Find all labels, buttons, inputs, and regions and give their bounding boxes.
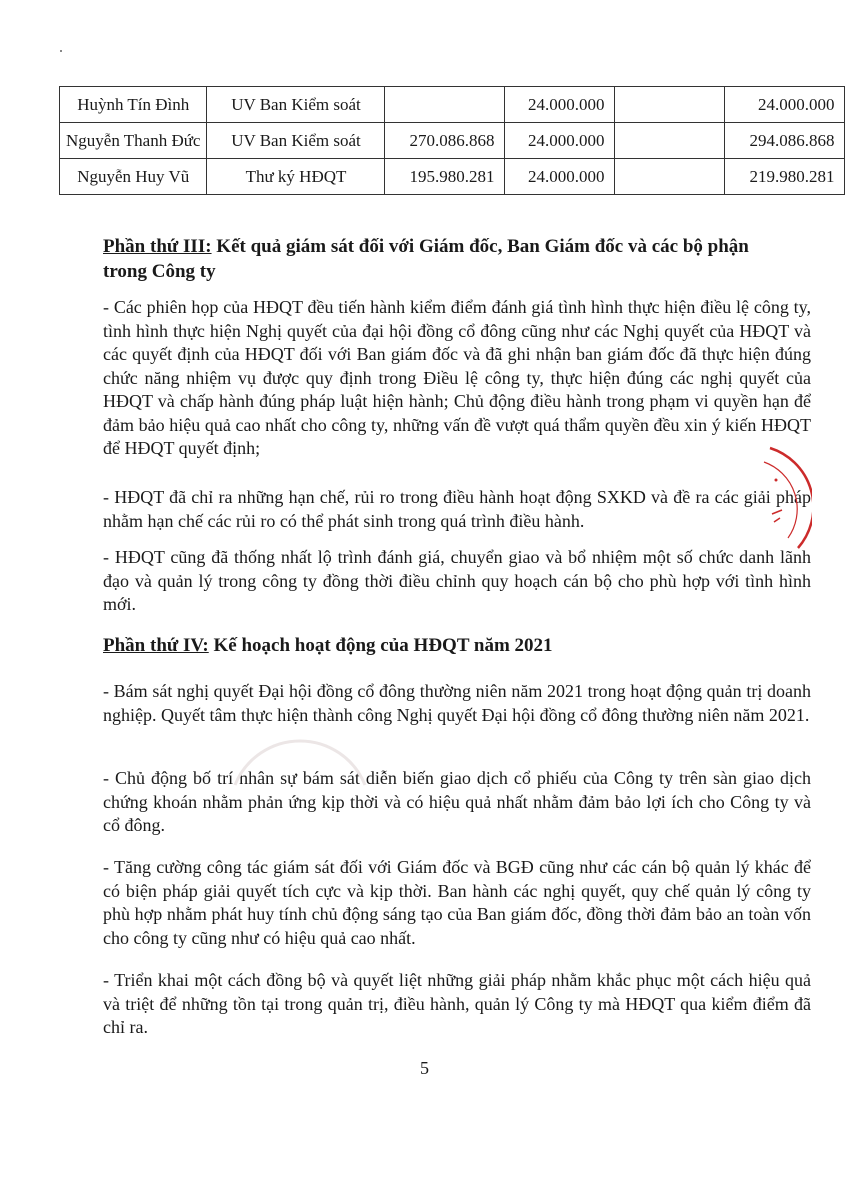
scan-speck bbox=[60, 50, 62, 52]
cell-total: 294.086.868 bbox=[725, 123, 845, 159]
cell-salary: 195.980.281 bbox=[385, 159, 505, 195]
cell-role: UV Ban Kiểm soát bbox=[207, 87, 385, 123]
cell-name: Nguyễn Thanh Đức bbox=[60, 123, 207, 159]
table-row bbox=[60, 87, 845, 123]
section-3-heading bbox=[103, 234, 811, 284]
cell-other bbox=[615, 87, 725, 123]
section-4-paragraph: - Chủ động bố trí nhân sự bám sát diễn biến giao dịch cổ phiếu của Công ty trên sàn giao dịch chứng khoán nhằm phản ứng kịp thời và có hiệu quả nhất nhằm đảm bảo lợi ích cho Công ty và cổ đông. bbox=[103, 768, 811, 835]
watermark-seal-icon bbox=[225, 715, 375, 795]
remuneration-table bbox=[59, 86, 845, 195]
page-number: 5 bbox=[420, 1058, 429, 1078]
cell-total: 219.980.281 bbox=[725, 159, 845, 195]
cell-role: Thư ký HĐQT bbox=[207, 159, 385, 195]
cell-other bbox=[615, 159, 725, 195]
cell-salary bbox=[385, 87, 505, 123]
cell-total: 24.000.000 bbox=[725, 87, 845, 123]
table-row bbox=[60, 123, 845, 159]
section-4-paragraph: - Tăng cường công tác giám sát đối với Giám đốc và BGĐ cũng như các cán bộ quản lý khác để có biện pháp giải quyết tích cực và kịp thời. Ban hành các nghị quyết, quy chế quản lý công ty phù hợp nhằm phát huy tính chủ động sáng tạo của Ban giám đốc, đồng thời đảm bảo an toàn vốn cho công ty cũng như có hiệu quả cao nhất. bbox=[103, 857, 811, 948]
cell-name: Huỳnh Tín Đình bbox=[60, 87, 207, 123]
section-3-title-line1: Kết quả giám sát đối với Giám đốc, Ban Giám đốc và các bộ phận bbox=[211, 236, 749, 257]
cell-allowance: 24.000.000 bbox=[505, 159, 615, 195]
section-3-paragraph: - HĐQT cũng đã thống nhất lộ trình đánh giá, chuyển giao và bổ nhiệm một số chức danh lãnh đạo và quản lý trong công ty đồng thời điều chỉnh quy hoạch cán bộ cho phù hợp với tình hình mới. bbox=[103, 547, 811, 614]
cell-name: Nguyễn Huy Vũ bbox=[60, 159, 207, 195]
section-4-heading bbox=[103, 633, 811, 658]
company-stamp-icon bbox=[752, 440, 812, 560]
section-3-paragraph: - HĐQT đã chỉ ra những hạn chế, rủi ro trong điều hành hoạt động SXKD và đề ra các giải pháp nhằm hạn chế các rủi ro có thể phát sinh trong quá trình điều hành. bbox=[103, 487, 811, 531]
section-4-paragraph: - Bám sát nghị quyết Đại hội đồng cổ đông thường niên năm 2021 trong hoạt động quản trị doanh nghiệp. Quyết tâm thực hiện thành công Nghị quyết Đại hội đồng cổ đông thường niên năm 2021. bbox=[103, 681, 811, 725]
cell-allowance: 24.000.000 bbox=[505, 123, 615, 159]
section-3-label: Phần thứ III: bbox=[103, 236, 212, 257]
cell-salary: 270.086.868 bbox=[385, 123, 505, 159]
section-4-title: Kế hoạch hoạt động của HĐQT năm 2021 bbox=[208, 635, 553, 656]
section-3-title-line2: trong Công ty bbox=[103, 261, 216, 282]
section-3-paragraph: - Các phiên họp của HĐQT đều tiến hành kiểm điểm đánh giá tình hình thực hiện điều lệ công ty, tình hình thực hiện Nghị quyết của đại hội đồng cổ đông cũng như các Nghị quyết của HĐQT và các quyết định của HĐQT đối với Ban giám đốc và đã ghi nhận ban giám đốc đã thực hiện đúng chức năng nhiệm vụ được quy định trong Điều lệ công ty, thực hiện đúng các nghị quyết của HĐQT và chấp hành đúng pháp luật hiện hành; Chủ động điều hành trong phạm vi quyền hạn để đảm bảo hiệu quả cao nhất cho công ty, những vấn đề vượt quá thẩm quyền đều xin ý kiến HĐQT để HĐQT quyết định; bbox=[103, 297, 811, 458]
cell-role: UV Ban Kiểm soát bbox=[207, 123, 385, 159]
cell-other bbox=[615, 123, 725, 159]
cell-allowance: 24.000.000 bbox=[505, 87, 615, 123]
table-row bbox=[60, 159, 845, 195]
section-4-label: Phần thứ IV: bbox=[103, 635, 209, 656]
section-4-paragraph: - Triển khai một cách đồng bộ và quyết liệt những giải pháp nhằm khắc phục một cách hiệu quả và triệt để những tồn tại trong quản trị, điều hành, quản lý Công ty mà HĐQT qua kiểm điểm đã chỉ ra. bbox=[103, 970, 811, 1037]
